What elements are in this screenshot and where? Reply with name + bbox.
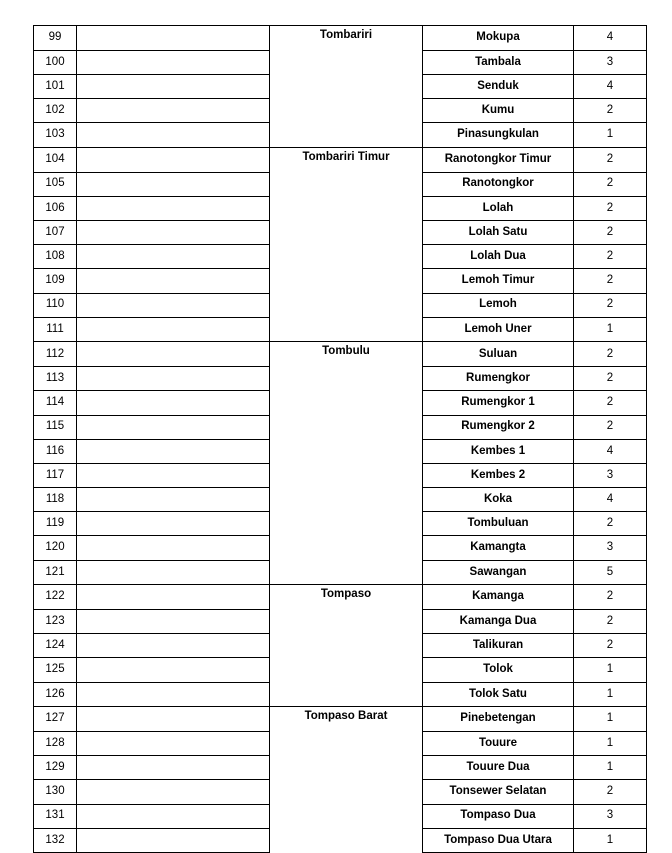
- village-cell: Tombuluan: [423, 512, 574, 536]
- row-number-cell: 112: [34, 342, 77, 367]
- count-cell: 1: [574, 317, 647, 342]
- row-number-cell: 118: [34, 488, 77, 512]
- count-cell: 2: [574, 585, 647, 610]
- table-row: [34, 488, 647, 512]
- village-cell: Tompaso Dua Utara: [423, 828, 574, 852]
- village-cell: Tambala: [423, 50, 574, 74]
- count-cell: 1: [574, 123, 647, 148]
- blank-cell: [77, 658, 270, 682]
- district-cell: [270, 415, 423, 439]
- table-row: [34, 269, 647, 293]
- count-cell: 4: [574, 26, 647, 51]
- district-cell: Tompaso Barat: [270, 707, 423, 732]
- row-number-cell: 130: [34, 780, 77, 804]
- blank-cell: [77, 488, 270, 512]
- blank-cell: [77, 512, 270, 536]
- village-cell: Talikuran: [423, 634, 574, 658]
- table-row: [34, 391, 647, 415]
- count-cell: 2: [574, 342, 647, 367]
- blank-cell: [77, 560, 270, 585]
- row-number-cell: 115: [34, 415, 77, 439]
- count-cell: 2: [574, 391, 647, 415]
- village-cell: Rumengkor 1: [423, 391, 574, 415]
- district-village-table: [33, 25, 647, 853]
- village-cell: Lolah Satu: [423, 221, 574, 245]
- row-number-cell: 123: [34, 610, 77, 634]
- district-cell: [270, 488, 423, 512]
- blank-cell: [77, 26, 270, 51]
- count-cell: 2: [574, 147, 647, 172]
- village-cell: Tonsewer Selatan: [423, 780, 574, 804]
- district-cell: [270, 196, 423, 220]
- village-cell: Rumengkor: [423, 367, 574, 391]
- row-number-cell: 113: [34, 367, 77, 391]
- table-row: [34, 317, 647, 342]
- village-cell: Tolok Satu: [423, 682, 574, 707]
- village-cell: Kamanga Dua: [423, 610, 574, 634]
- district-cell: [270, 50, 423, 74]
- table-row: [34, 50, 647, 74]
- district-cell: [270, 123, 423, 148]
- village-cell: Kamangta: [423, 536, 574, 560]
- village-cell: Mokupa: [423, 26, 574, 51]
- count-cell: 2: [574, 269, 647, 293]
- row-number-cell: 104: [34, 147, 77, 172]
- blank-cell: [77, 317, 270, 342]
- count-cell: 5: [574, 560, 647, 585]
- blank-cell: [77, 342, 270, 367]
- village-cell: Kumu: [423, 99, 574, 123]
- count-cell: 3: [574, 804, 647, 828]
- count-cell: 2: [574, 610, 647, 634]
- count-cell: 4: [574, 488, 647, 512]
- district-cell: [270, 560, 423, 585]
- blank-cell: [77, 50, 270, 74]
- table-row: [34, 828, 647, 852]
- table-row: [34, 293, 647, 317]
- district-cell: [270, 99, 423, 123]
- table-row: [34, 707, 647, 732]
- row-number-cell: 109: [34, 269, 77, 293]
- district-cell: [270, 804, 423, 828]
- blank-cell: [77, 828, 270, 852]
- table-row: [34, 74, 647, 98]
- village-cell: Lemoh: [423, 293, 574, 317]
- row-number-cell: 122: [34, 585, 77, 610]
- village-cell: Kamanga: [423, 585, 574, 610]
- village-cell: Koka: [423, 488, 574, 512]
- village-cell: Kembes 1: [423, 439, 574, 463]
- village-cell: Lolah Dua: [423, 245, 574, 269]
- table-row: [34, 804, 647, 828]
- count-cell: 2: [574, 367, 647, 391]
- row-number-cell: 106: [34, 196, 77, 220]
- village-cell: Lolah: [423, 196, 574, 220]
- row-number-cell: 119: [34, 512, 77, 536]
- blank-cell: [77, 439, 270, 463]
- count-cell: 1: [574, 682, 647, 707]
- count-cell: 2: [574, 172, 647, 196]
- row-number-cell: 121: [34, 560, 77, 585]
- table-row: [34, 26, 647, 51]
- village-cell: Suluan: [423, 342, 574, 367]
- row-number-cell: 101: [34, 74, 77, 98]
- count-cell: 1: [574, 828, 647, 852]
- count-cell: 1: [574, 731, 647, 755]
- row-number-cell: 114: [34, 391, 77, 415]
- table-row: [34, 147, 647, 172]
- row-number-cell: 120: [34, 536, 77, 560]
- blank-cell: [77, 245, 270, 269]
- village-cell: Senduk: [423, 74, 574, 98]
- table-row: [34, 585, 647, 610]
- village-cell: Touure Dua: [423, 756, 574, 780]
- table-row: [34, 99, 647, 123]
- blank-cell: [77, 293, 270, 317]
- count-cell: 2: [574, 512, 647, 536]
- row-number-cell: 117: [34, 463, 77, 487]
- table-row: [34, 756, 647, 780]
- blank-cell: [77, 415, 270, 439]
- table-row: [34, 512, 647, 536]
- row-number-cell: 111: [34, 317, 77, 342]
- district-cell: [270, 610, 423, 634]
- blank-cell: [77, 707, 270, 732]
- row-number-cell: 126: [34, 682, 77, 707]
- count-cell: 1: [574, 658, 647, 682]
- table-row: [34, 245, 647, 269]
- table-row: [34, 731, 647, 755]
- district-cell: Tombariri: [270, 26, 423, 51]
- count-cell: 2: [574, 634, 647, 658]
- table-row: [34, 172, 647, 196]
- district-cell: [270, 439, 423, 463]
- table-row: [34, 367, 647, 391]
- count-cell: 3: [574, 463, 647, 487]
- table-row: [34, 342, 647, 367]
- row-number-cell: 99: [34, 26, 77, 51]
- village-cell: Tolok: [423, 658, 574, 682]
- count-cell: 4: [574, 439, 647, 463]
- village-cell: Lemoh Uner: [423, 317, 574, 342]
- count-cell: 4: [574, 74, 647, 98]
- district-cell: [270, 74, 423, 98]
- district-cell: [270, 658, 423, 682]
- table-row: [34, 682, 647, 707]
- table-row: [34, 560, 647, 585]
- district-cell: [270, 172, 423, 196]
- blank-cell: [77, 536, 270, 560]
- count-cell: 2: [574, 245, 647, 269]
- blank-cell: [77, 585, 270, 610]
- district-cell: [270, 634, 423, 658]
- blank-cell: [77, 367, 270, 391]
- row-number-cell: 103: [34, 123, 77, 148]
- row-number-cell: 100: [34, 50, 77, 74]
- blank-cell: [77, 463, 270, 487]
- blank-cell: [77, 74, 270, 98]
- row-number-cell: 127: [34, 707, 77, 732]
- district-cell: [270, 221, 423, 245]
- district-cell: [270, 269, 423, 293]
- blank-cell: [77, 172, 270, 196]
- count-cell: 3: [574, 50, 647, 74]
- row-number-cell: 128: [34, 731, 77, 755]
- district-cell: [270, 367, 423, 391]
- table-row: [34, 221, 647, 245]
- village-cell: Kembes 2: [423, 463, 574, 487]
- blank-cell: [77, 682, 270, 707]
- table-row: [34, 658, 647, 682]
- row-number-cell: 131: [34, 804, 77, 828]
- blank-cell: [77, 804, 270, 828]
- count-cell: 2: [574, 221, 647, 245]
- row-number-cell: 116: [34, 439, 77, 463]
- count-cell: 2: [574, 99, 647, 123]
- table-row: [34, 196, 647, 220]
- district-cell: [270, 245, 423, 269]
- district-cell: [270, 391, 423, 415]
- village-cell: Pinasungkulan: [423, 123, 574, 148]
- blank-cell: [77, 610, 270, 634]
- table-row: [34, 536, 647, 560]
- village-cell: Tompaso Dua: [423, 804, 574, 828]
- district-cell: [270, 828, 423, 852]
- village-cell: Pinebetengan: [423, 707, 574, 732]
- count-cell: 2: [574, 415, 647, 439]
- district-cell: Tombariri Timur: [270, 147, 423, 172]
- blank-cell: [77, 391, 270, 415]
- table-body: [34, 26, 647, 853]
- row-number-cell: 105: [34, 172, 77, 196]
- blank-cell: [77, 731, 270, 755]
- count-cell: 2: [574, 196, 647, 220]
- table-row: [34, 610, 647, 634]
- district-cell: [270, 682, 423, 707]
- row-number-cell: 129: [34, 756, 77, 780]
- blank-cell: [77, 221, 270, 245]
- blank-cell: [77, 147, 270, 172]
- table-row: [34, 463, 647, 487]
- district-cell: [270, 731, 423, 755]
- village-cell: Sawangan: [423, 560, 574, 585]
- table-row: [34, 123, 647, 148]
- village-cell: Lemoh Timur: [423, 269, 574, 293]
- blank-cell: [77, 99, 270, 123]
- district-cell: Tombulu: [270, 342, 423, 367]
- district-cell: [270, 317, 423, 342]
- village-cell: Ranotongkor Timur: [423, 147, 574, 172]
- row-number-cell: 124: [34, 634, 77, 658]
- blank-cell: [77, 634, 270, 658]
- district-cell: [270, 536, 423, 560]
- blank-cell: [77, 756, 270, 780]
- district-cell: Tompaso: [270, 585, 423, 610]
- row-number-cell: 125: [34, 658, 77, 682]
- row-number-cell: 107: [34, 221, 77, 245]
- table-row: [34, 634, 647, 658]
- count-cell: 1: [574, 707, 647, 732]
- count-cell: 2: [574, 293, 647, 317]
- blank-cell: [77, 196, 270, 220]
- row-number-cell: 108: [34, 245, 77, 269]
- row-number-cell: 110: [34, 293, 77, 317]
- table-row: [34, 415, 647, 439]
- table-row: [34, 439, 647, 463]
- village-cell: Touure: [423, 731, 574, 755]
- village-cell: Rumengkor 2: [423, 415, 574, 439]
- blank-cell: [77, 269, 270, 293]
- district-cell: [270, 293, 423, 317]
- count-cell: 1: [574, 756, 647, 780]
- blank-cell: [77, 123, 270, 148]
- village-cell: Ranotongkor: [423, 172, 574, 196]
- count-cell: 3: [574, 536, 647, 560]
- district-cell: [270, 463, 423, 487]
- count-cell: 2: [574, 780, 647, 804]
- district-cell: [270, 756, 423, 780]
- district-cell: [270, 512, 423, 536]
- row-number-cell: 102: [34, 99, 77, 123]
- row-number-cell: 132: [34, 828, 77, 852]
